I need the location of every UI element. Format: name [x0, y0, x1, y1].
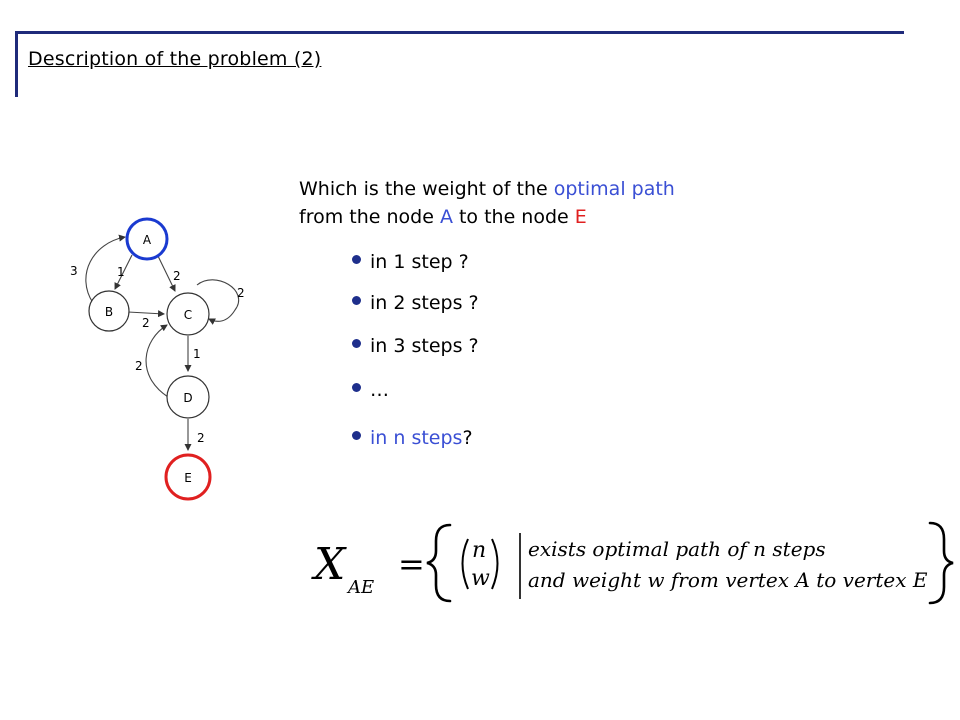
edge-label-b-c: 2 — [142, 316, 150, 330]
bullet-text: in 2 steps ? — [370, 292, 479, 314]
edge-label-d-c: 2 — [135, 359, 143, 373]
bullet-text: in 1 step ? — [370, 251, 469, 273]
question-part3: to the node — [452, 206, 575, 228]
bullet-dot-icon — [352, 431, 361, 440]
bullet-highlight: in n steps — [370, 427, 463, 449]
condition-line-2: and weight w from vertex A to vertex E — [528, 568, 928, 592]
bullet-dot-icon — [352, 255, 361, 264]
edge-label-a-c: 2 — [173, 269, 181, 283]
formula-lhs-var: X — [314, 539, 346, 590]
bullet-item — [352, 424, 473, 452]
question-text — [299, 175, 675, 231]
binom-left-paren-icon — [463, 539, 469, 589]
node-c — [167, 293, 209, 335]
frame-top-border — [17, 31, 904, 34]
optimal-path-highlight: optimal path — [553, 178, 675, 200]
edge-label-c-d: 1 — [193, 347, 201, 361]
bullet-suffix: ? — [462, 427, 473, 449]
svg-text:E: E — [184, 471, 192, 485]
formula-lhs-subscript: AE — [348, 577, 375, 598]
node-e — [166, 455, 210, 499]
binom-bottom: w — [471, 566, 490, 591]
edge-b-c — [128, 312, 164, 314]
svg-text:D: D — [183, 391, 193, 405]
node-a — [127, 219, 167, 259]
edge-label-b-a: 3 — [70, 264, 78, 278]
node-a-highlight: A — [439, 206, 453, 228]
bullet-dot-icon — [352, 296, 361, 305]
node-d — [167, 376, 209, 418]
edge-label-d-e: 2 — [197, 431, 205, 445]
slide-title: Description of the problem (2) — [28, 48, 322, 70]
binom-top: n — [472, 538, 487, 563]
edge-label-a-b: 1 — [117, 265, 125, 279]
edge-label-c-loop: 2 — [237, 286, 245, 300]
condition-line-1: exists optimal path of n steps — [528, 537, 826, 561]
node-e-highlight: E — [574, 206, 587, 228]
question-part2: from the node — [299, 206, 440, 228]
graph-diagram — [55, 205, 255, 515]
question-line-2 — [299, 203, 675, 231]
svg-text:A: A — [142, 233, 152, 247]
svg-text:B: B — [104, 305, 114, 319]
bullet-item — [352, 248, 469, 276]
set-formula — [300, 515, 955, 610]
edge-d-c — [146, 325, 168, 397]
binom-right-paren-icon — [492, 539, 498, 589]
question-line-1 — [299, 175, 675, 203]
svg-text:C: C — [183, 308, 193, 322]
left-brace-icon — [427, 525, 450, 601]
right-brace-icon — [930, 523, 953, 603]
bullet-dot-icon — [352, 383, 361, 392]
bullet-dot-icon — [352, 339, 361, 348]
bullet-text: in 3 steps ? — [370, 335, 479, 357]
question-part1: Which is the weight of the — [299, 178, 554, 200]
bullet-text: … — [370, 379, 389, 401]
formula-equals: = — [398, 545, 425, 583]
frame-left-border — [15, 31, 18, 97]
bullet-item — [352, 332, 479, 360]
node-b — [89, 291, 129, 331]
bullet-item — [352, 289, 479, 317]
bullet-item — [352, 376, 389, 404]
